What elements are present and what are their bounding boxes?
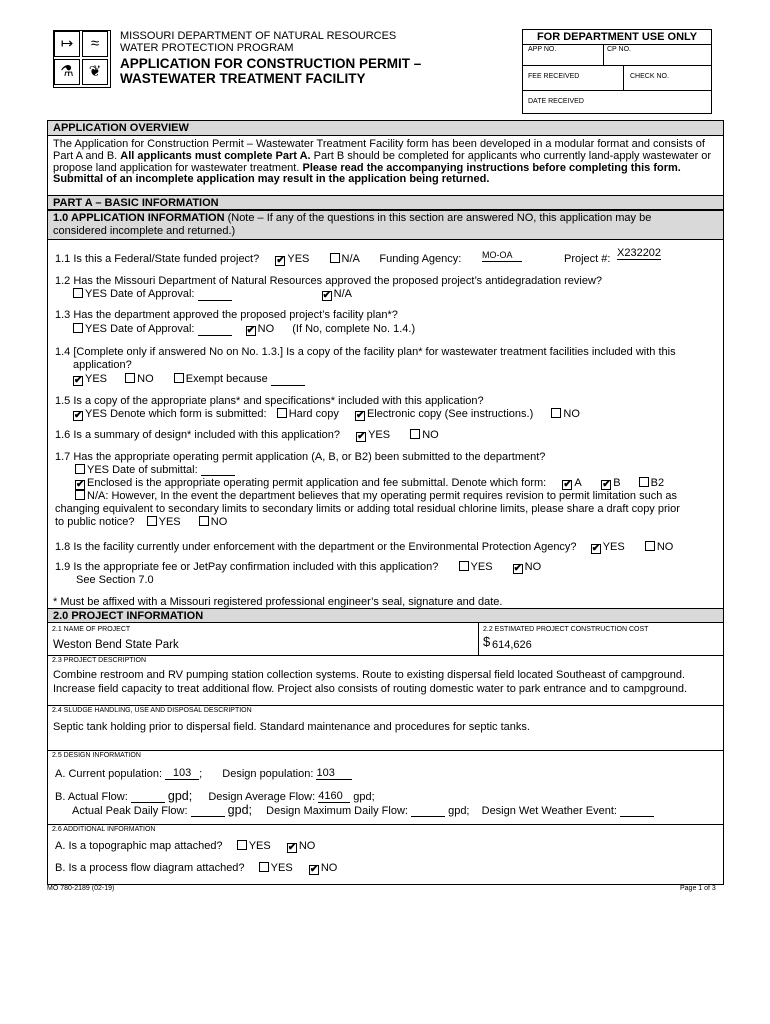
sludge-handling-label: 2.4 SLUDGE HANDLING, USE AND DISPOSAL DESCRIPTION [52,707,252,714]
funding-agency-value[interactable]: MO-OA [482,249,522,262]
sec1-title: 1.0 APPLICATION INFORMATION [53,212,225,224]
name-of-project-label: 2.1 NAME OF PROJECT [52,626,131,633]
overview-p2: Part B should be completed for applicants who currently land-apply wastewater or propose land application for wastewater treatment. [53,149,712,174]
q1-5-hard-copy-label: Hard copy [288,408,339,420]
topographic-map-yes-label: YES [248,840,271,852]
construction-cost-label: 2.2 ESTIMATED PROJECT CONSTRUCTION COST [483,626,649,633]
q1-6-no-label: NO [422,429,439,441]
q1-7-na-text3: to public notice? [55,516,135,528]
q1-7-na-label: N/A: However, In the event the department believes that my operating permit requires revision to permit limitation such as [87,490,678,502]
q1-7-notice-no-checkbox[interactable] [199,516,209,526]
q1-4-options [73,373,305,386]
wet-weather-label: Design Wet Weather Event: [481,805,617,817]
overview-bold2: Please read the accompanying instructions before completing this form. Submittal of an incomplete application may result in the application being returned. [53,161,681,186]
q1-5-yes-label: YES Denote which form is submitted: [85,408,267,420]
q1-2-options [73,288,352,301]
project-description-line2[interactable]: Increase field capacity to treat additional flow. Project also consists of routing domestic water to park entrance and to campground. [53,683,688,695]
q1-7-text: 1.7 Has the appropriate operating permit application (A, B, or B2) been submitted to the department? [55,451,546,463]
q1-6 [55,429,439,442]
q1-3-no-label: NO [257,323,275,335]
population-row: A. Current population: 103 ; Design population: 103 [55,767,352,780]
q1-4-no-label: NO [137,373,154,385]
q1-7-na-text2: changing equivalent to secondary limits to secondary limits or adding total residual chlorine limits, please share a draft copy prior [55,503,680,515]
sec1-note: (Note – If any of the questions in this section are answered NO, this application may be considered incomplete and returned.) [53,212,652,237]
additional-information-label: 2.6 ADDITIONAL INFORMATION [52,826,156,833]
q1-5-no-checkbox[interactable] [551,408,561,418]
topographic-map-no-checkbox[interactable]: ✔ [287,842,297,853]
q1-1-text: 1.1 Is this a Federal/State funded project? [55,253,260,265]
q1-7-form-b-label: B [613,477,621,489]
form-number: MO 780-2189 (02-19) [47,885,115,892]
agency-name [120,30,396,54]
agency-line2: WATER PROTECTION PROGRAM [120,42,294,54]
wet-weather-field[interactable] [620,816,654,817]
q1-7-notice-yes-checkbox[interactable] [147,516,157,526]
current-population-value[interactable]: 103 [165,767,199,780]
q1-4-exempt-label: Exempt because [185,373,268,385]
q1-9 [55,561,541,574]
q1-2-yes-checkbox[interactable] [73,288,83,298]
overview-p1: The Application for Construction Permit – Wastewater Treatment Facility form has been developed in a modular format and consists of Part A and B. [53,138,705,162]
q1-6-yes-label: YES [368,429,391,441]
design-max-flow-unit: gpd; [448,805,470,817]
q1-7-notice-yes-label: YES [158,516,181,528]
q1-3-yes-checkbox[interactable] [73,323,83,333]
flow-diagram-yes-label: YES [270,862,293,874]
flow-diagram-row [55,862,337,875]
q1-3-date-field[interactable] [198,335,232,336]
q1-7-yes-checkbox[interactable] [75,464,85,474]
overview-heading: APPLICATION OVERVIEW [48,121,723,136]
q1-9-yes-checkbox[interactable] [459,561,469,571]
q1-9-yes-label: YES [470,561,493,573]
dept-row-fee [523,66,711,91]
app-no-label: APP NO. [528,46,557,53]
form-title [120,56,421,86]
q1-3-text: 1.3 Has the department approved the proposed project’s facility plan*? [55,309,398,321]
water-waves-icon: ≈ [82,31,108,57]
q1-1-na-checkbox[interactable] [330,253,340,263]
q1-1-yes-label: YES [287,253,310,265]
q1-8-no-checkbox[interactable] [645,541,655,551]
q1-9-no-checkbox[interactable]: ✔ [513,563,523,574]
q1-2-yes-label: YES Date of Approval: [85,288,195,300]
design-max-flow-field[interactable] [411,816,445,817]
section-1-heading [48,210,723,240]
q1-4-text: 1.4 [Complete only if answered No on No. 1.3.] Is a copy of the facility plan* for wastewater treatment facilities included with this [55,346,676,358]
q1-7-date-field[interactable] [201,475,235,476]
topographic-map-yes-checkbox[interactable] [237,840,247,850]
flow-row [55,790,375,803]
project-number-value[interactable]: X232202 [617,247,662,259]
q1-7-form-b2-checkbox[interactable] [639,477,649,487]
topographic-map-row [55,840,315,853]
dept-row-app [523,44,711,66]
design-average-flow-unit: gpd; [353,791,375,803]
check-no-label: CHECK NO. [630,73,669,80]
funding-agency-label: Funding Agency: [379,253,462,265]
current-population-label: A. Current population: [55,768,163,780]
flow-diagram-yes-checkbox[interactable] [259,862,269,872]
footnote: * Must be affixed with a Missouri registered professional engineer’s seal, signature and date. [53,596,503,608]
q1-7-opt3 [75,490,677,502]
design-population-value[interactable]: 103 [316,767,352,780]
q1-4-yes-label: YES [85,373,108,385]
section-2-heading: 2.0 PROJECT INFORMATION [48,608,723,623]
project-description-label: 2.3 PROJECT DESCRIPTION [52,657,147,664]
flow-diagram-no-checkbox[interactable]: ✔ [309,864,319,875]
q1-4-exempt-checkbox[interactable] [174,373,184,383]
arrow-icon: ↦ [54,31,80,57]
peak-flow-row [72,804,654,817]
q1-5-text: 1.5 Is a copy of the appropriate plans* and specifications* included with this application? [55,395,484,407]
q1-3-note: (If No, complete No. 1.4.) [292,323,416,335]
q1-3-yes-label: YES Date of Approval: [85,323,195,335]
project-description-line1[interactable]: Combine restroom and RV pumping station collection systems. Route to existing dispersal field located Southeast of campground. [53,669,686,681]
actual-flow-label: B. Actual Flow: [55,791,128,803]
dollar-sign: $ [483,634,491,649]
fee-received-label: FEE RECEIVED [528,73,580,80]
q1-7-enclosed-checkbox[interactable]: ✔ [76,479,85,490]
design-average-flow-value[interactable]: 4160 [318,790,350,803]
peak-daily-flow-label: Actual Peak Daily Flow: [72,805,188,817]
agency-line1: MISSOURI DEPARTMENT OF NATURAL RESOURCES [120,30,397,42]
q1-5-electronic-label: Electronic copy (See instructions.) [366,408,534,420]
application-form [47,120,724,885]
sludge-handling-value[interactable]: Septic tank holding prior to dispersal field. Standard maintenance and procedures for septic tanks. [53,721,530,733]
q1-7-notice-no-label: NO [210,516,228,528]
topographic-map-no-label: NO [298,840,316,852]
q1-7-opt2 [75,477,664,490]
q1-9-text: 1.9 Is the appropriate fee or JetPay confirmation included with this application? [55,561,439,573]
title-line2: WASTEWATER TREATMENT FACILITY [120,71,366,86]
q1-5-electronic-checkbox[interactable]: ✔ [355,410,365,421]
q1-4-exempt-field[interactable] [271,385,305,386]
q1-8-no-label: NO [656,541,674,553]
dnr-logo [53,30,111,88]
q1-7-opt1 [75,464,235,476]
construction-cost-value[interactable]: 614,626 [492,639,532,651]
department-use-box [522,29,712,114]
flow-diagram-no-label: NO [320,862,338,874]
q1-4-yes-checkbox[interactable]: ✔ [74,375,83,386]
q1-2-text: 1.2 Has the Missouri Department of Natural Resources approved the proposed project’s antidegradation review? [55,275,603,287]
q1-7-form-b2-label: B2 [650,477,665,489]
overview-text [53,139,718,186]
title-line1: APPLICATION FOR CONSTRUCTION PERMIT – [120,56,422,71]
leaf-icon: ❦ [82,59,108,85]
q1-8 [55,541,673,554]
q1-6-yes-checkbox[interactable]: ✔ [357,431,366,442]
q1-7-na-checkbox[interactable] [75,490,85,500]
q1-9-see-section: See Section 7.0 [76,574,154,586]
q1-2-na-label: N/A [333,288,352,300]
cp-no-label: CP NO. [607,46,631,53]
design-average-flow-label: Design Average Flow: [208,791,316,803]
topographic-map-label: A. Is a topographic map attached? [55,840,223,852]
project-number-label: Project #: [564,253,611,265]
q1-8-yes-label: YES [602,541,625,553]
design-population-label: Design population: [222,768,314,780]
part-a-heading: PART A – BASIC INFORMATION [48,195,723,210]
dept-box-title: FOR DEPARTMENT USE ONLY [523,30,711,45]
q1-7-yes-label: YES Date of submittal: [87,464,198,476]
q1-7-enclosed-label: Enclosed is the appropriate operating permit application and fee submittal. Denote which form: [87,477,547,489]
q1-6-no-checkbox[interactable] [410,429,420,439]
actual-flow-unit: gpd; [167,789,193,803]
q1-5-options [73,408,580,421]
q1-8-text: 1.8 Is the facility currently under enforcement with the department or the Environmental Protection Agency? [55,541,577,553]
page-number: Page 1 of 3 [680,885,716,892]
q1-3-no-checkbox[interactable]: ✔ [246,325,256,336]
q1-9-no-label: NO [524,561,542,573]
flow-diagram-label: B. Is a process flow diagram attached? [55,862,245,874]
q1-8-yes-checkbox[interactable]: ✔ [591,543,601,554]
peak-daily-flow-unit: gpd; [227,803,253,817]
q1-6-text: 1.6 Is a summary of design* included with this application? [55,429,340,441]
q1-7-form-a-label: A [574,477,582,489]
date-received-label: DATE RECEIVED [528,98,584,105]
q1-2-na-checkbox[interactable]: ✔ [322,290,332,301]
q1-3-options [73,323,415,336]
q1-7-opt3c [55,516,227,528]
q1-1-na-label: N/A [341,253,360,265]
microscope-icon: ⚗ [54,59,80,85]
name-of-project-value[interactable]: Weston Bend State Park [53,639,179,651]
peak-daily-flow-field[interactable] [191,816,225,817]
actual-flow-field[interactable] [131,802,165,803]
design-information-label: 2.5 DESIGN INFORMATION [52,752,141,759]
q1-7-form-a-checkbox[interactable]: ✔ [563,479,572,490]
q1-4-no-checkbox[interactable] [125,373,135,383]
q1-4-text2: application? [73,359,132,371]
overview-bold1: All applicants must complete Part A. [120,149,311,162]
q1-5-hard-copy-checkbox[interactable] [277,408,287,418]
q1-5-no-label: NO [563,408,580,420]
q1-5-yes-checkbox[interactable]: ✔ [74,410,83,421]
q1-2-date-field[interactable] [198,300,232,301]
q1-1-yes-checkbox[interactable]: ✔ [276,255,285,266]
design-max-flow-label: Design Maximum Daily Flow: [266,805,408,817]
q1-7-form-b-checkbox[interactable]: ✔ [602,479,611,490]
q1-1 [55,253,461,266]
